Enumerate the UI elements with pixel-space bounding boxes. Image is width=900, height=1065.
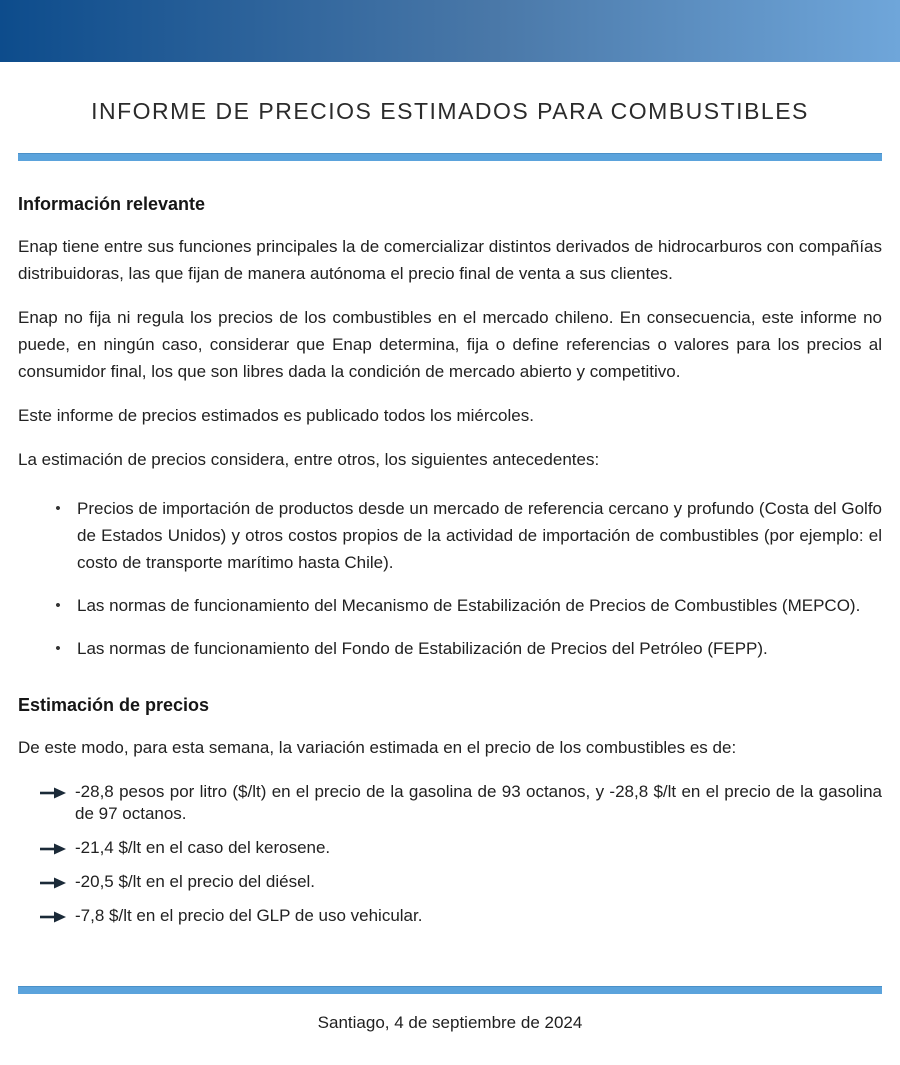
arrow-item-gasolina [18,781,882,825]
paragraph-enap-funciones: Enap tiene entre sus funciones principales la de comercializar distintos derivados de hidrocarburos con compañías distribuidoras, las que fijan de manera autónoma el precio final de venta a sus clientes. [18,237,882,283]
section-heading-estimacion-precios: Estimación de precios [18,695,210,715]
page-title: INFORME DE PRECIOS ESTIMADOS PARA COMBUSTIBLES [91,98,809,124]
paragraph-antecedentes-intro: La estimación de precios considera, entre otros, los siguientes antecedentes: [18,450,600,469]
arrow-item-glp [18,905,882,927]
bullet-item-text: Las normas de funcionamiento del Fondo de Estabilización de Precios del Petróleo (FEPP). [77,639,768,658]
header-gradient-band [0,0,900,62]
paragraph-variacion-intro: De este modo, para esta semana, la variación estimada en el precio de los combustibles es de: [18,738,737,757]
bullet-dot-icon: • [55,640,61,657]
arrow-right-icon [39,874,67,888]
report-body [0,194,900,927]
bullet-item-text: Precios de importación de productos desde un mercado de referencia cercano y profundo (Costa del Golfo de Estados Unidos) y otros costos propios de la actividad de importación de combustibles (por ejemplo: el costo de transporte marítimo hasta Chile). [77,499,882,572]
arrow-item-text: -28,8 pesos por litro ($/lt) en el precio de la gasolina de 93 octanos, y -28,8 $/lt en el precio de la gasolina de 97 octanos. [75,782,882,823]
paragraph-publicacion-miercoles: Este informe de precios estimados es publicado todos los miércoles. [18,406,534,425]
footer-divider [18,986,882,994]
arrow-item-diesel [18,871,882,893]
paragraph-enap-no-fija: Enap no fija ni regula los precios de los combustibles en el mercado chileno. En consecuencia, este informe no puede, en ningún caso, considerar que Enap determina, fija o define referencias o valores para los precios al consumidor final, los que son libres dada la condición de mercado abierto y competitivo. [18,308,882,381]
arrow-item-kerosene [18,837,882,859]
arrow-item-text: -21,4 $/lt en el caso del kerosene. [75,838,331,857]
bullet-item-text: Las normas de funcionamiento del Mecanismo de Estabilización de Precios de Combustibles (MEPCO). [77,596,861,615]
arrow-right-icon [39,784,67,798]
arrow-right-icon [39,840,67,854]
top-divider [18,153,882,161]
arrow-item-text: -7,8 $/lt en el precio del GLP de uso vehicular. [75,906,423,925]
bullet-item-mepco [18,592,882,619]
arrow-right-icon [39,908,67,922]
dateline: Santiago, 4 de septiembre de 2024 [317,1013,583,1032]
antecedentes-bullet-list [18,495,882,662]
bullet-dot-icon: • [55,500,61,517]
arrow-item-text: -20,5 $/lt en el precio del diésel. [75,872,316,891]
bullet-item-precios-importacion [18,495,882,576]
variaciones-arrow-list [18,781,882,927]
bullet-dot-icon: • [55,597,61,614]
bullet-item-fepp [18,635,882,662]
section-heading-informacion-relevante: Información relevante [18,194,206,214]
